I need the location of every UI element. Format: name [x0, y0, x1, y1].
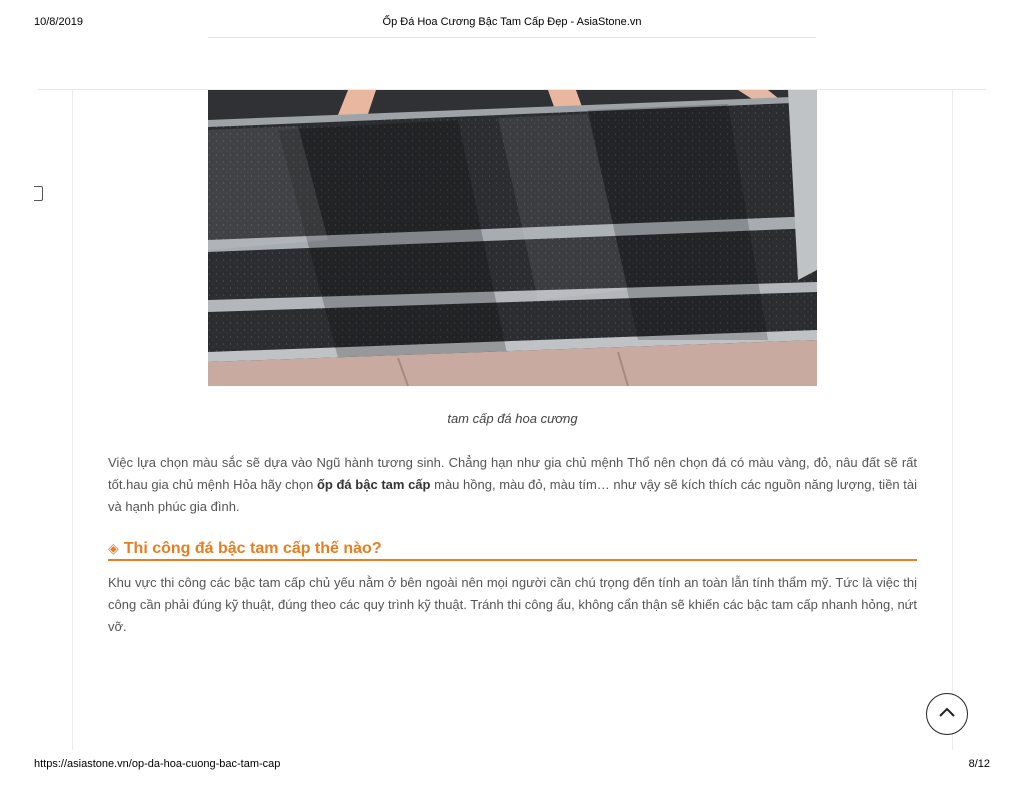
print-date: 10/8/2019 — [34, 16, 83, 28]
article-image — [208, 90, 817, 386]
granite-steps-photo — [208, 90, 817, 386]
print-footer — [34, 758, 990, 774]
keyword-link: ốp đá bậc tam cấp — [316, 477, 431, 492]
chevron-up-icon — [938, 706, 956, 718]
section-heading — [108, 537, 917, 561]
paragraph-feng-shui — [108, 452, 917, 518]
paragraph-construction: Khu vực thi công các bậc tam cấp chủ yếu nằm ở bên ngoài nên mọi người cần chú trọng đến tính an toàn lẫn tính thẩm mỹ. Tức là việc thị công cần phải đúng kỹ thuật, đúng theo các quy trình kỹ thuật. Tránh thi công ẩu, không cẩn thận sẽ khiến các bậc tam cấp nhanh hỏng, nứt vỡ. — [108, 575, 917, 634]
content-border-left — [72, 90, 73, 750]
side-tab-handle[interactable] — [34, 186, 43, 201]
paragraph-text: Việc lựa chọn màu sắc sẽ dựa vào Ngũ hành tương sinh. Chẳng hạn như gia chủ mệnh Thổ nên chọn đá có màu vàng, đỏ, nâu đất sẽ rất tốt.hau gia chủ mệnh Hỏa hãy chọn — [108, 455, 917, 492]
section-heading-text: Thi công đá bậc tam cấp thế nào? — [123, 540, 382, 557]
page-number: 8/12 — [968, 758, 990, 770]
image-caption: tam cấp đá hoa cương — [447, 411, 578, 426]
scroll-to-top-button[interactable] — [926, 693, 968, 735]
content-border-right — [952, 90, 953, 750]
paragraph-text: màu hồng, màu đỏ, màu tím… như vậy sẽ kích thích các nguồn năng lượng, tiền tài và hạnh phúc gia đình. — [108, 477, 918, 514]
divider — [208, 37, 816, 38]
print-page-title: Ốp Đá Hoa Cương Bậc Tam Cấp Đẹp - AsiaStone.vn — [382, 16, 642, 28]
print-header — [34, 16, 990, 34]
print-url: https://asiastone.vn/op-da-hoa-cuong-bac-tam-cap — [34, 758, 281, 770]
diamond-icon: ◈ — [108, 540, 119, 556]
